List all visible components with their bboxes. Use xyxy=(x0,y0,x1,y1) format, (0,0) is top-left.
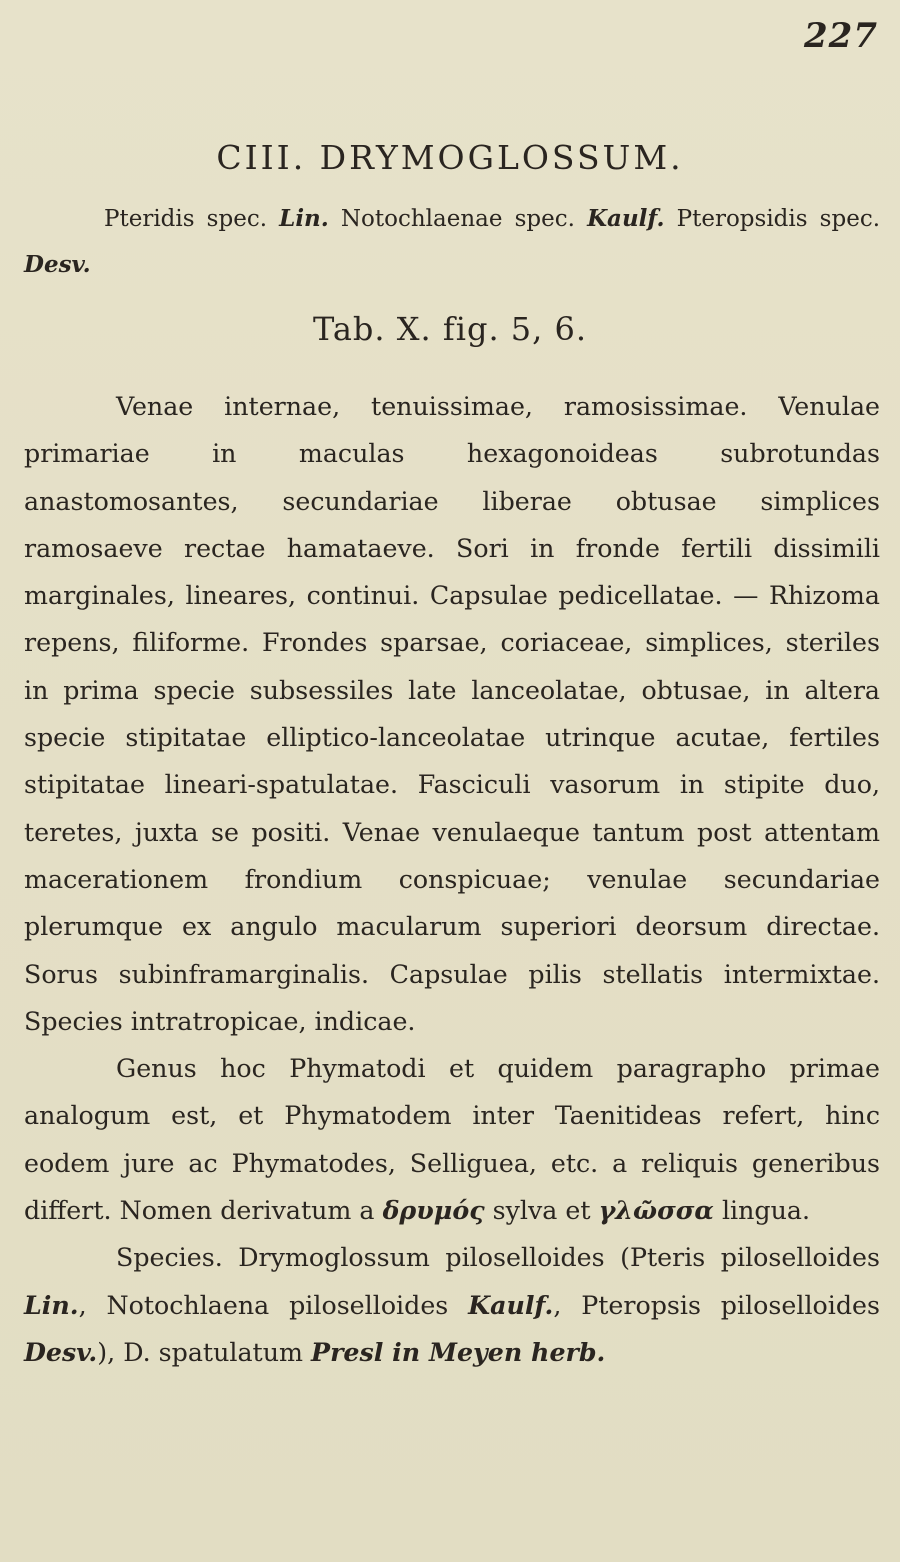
synonym-text: Pteropsidis spec. xyxy=(664,206,881,232)
synonym-author: Kaulf. xyxy=(587,205,665,232)
species-author: Lin. xyxy=(24,1289,79,1320)
body-text xyxy=(24,383,880,1376)
species-paragraph xyxy=(24,1234,880,1376)
greek-word: δρυμός xyxy=(382,1195,485,1226)
greek-word: γλῶσσα xyxy=(598,1195,714,1226)
species-author: Desv. xyxy=(24,1336,98,1367)
species-author: Presl in Meyen herb. xyxy=(311,1336,606,1367)
etymology-text: sylva et xyxy=(484,1196,599,1226)
species-text: ), D. spatulatum xyxy=(97,1337,312,1367)
description-paragraph: Venae internae, tenuissimae, ramosissimae. Venulae primariae in maculas hexagonoideas subrotundas anastomosantes, secundariae liberae obtusae simplices ramosaeve rectae hamataeve. Sori in fronde fertili dissimili marginales, lineares, continui. Capsulae pedicellatae. — Rhizoma repens, filiforme. Frondes sparsae, coriaceae, simplices, steriles in prima specie subsessiles late lanceolatae, obtusae, in altera specie stipitatae elliptico-lanceolatae utrinque acutae, fertiles stipitatae lineari-spatulatae. Fasciculi vasorum in stipite duo, teretes, juxta se positi. Venae venulaeque tantum post attentam macerationem frondium conspicuae; venulae secundariae plerumque ex angulo macularum superiori deorsum directae. Sorus subinframarginalis. Capsulae pilis stellatis intermixtae. Species intratropicae, indicae. xyxy=(24,392,880,1036)
species-text: , Pteropsis piloselloides xyxy=(553,1290,881,1320)
synonym-author: Lin. xyxy=(279,205,329,232)
etymology-text: lingua. xyxy=(713,1196,811,1226)
synonym-text: Notochlaenae spec. xyxy=(328,206,588,232)
synonyms-line xyxy=(24,196,880,288)
synonym-author: Desv. xyxy=(24,251,91,278)
chapter-title: CIII. DRYMOGLOSSUM. xyxy=(216,138,684,177)
species-author: Kaulf. xyxy=(468,1289,554,1320)
species-text: , Notochlaena piloselloides xyxy=(78,1290,469,1320)
species-text: Species. Drymoglossum piloselloides (Pteris piloselloides xyxy=(116,1243,880,1273)
etymology-paragraph xyxy=(24,1045,880,1234)
synonym-text: Pteridis spec. xyxy=(104,206,280,232)
page-number: 227 xyxy=(804,16,878,56)
plate-reference: Tab. X. fig. 5, 6. xyxy=(312,310,588,348)
etymology-text: Genus hoc Phymatodi et quidem paragrapho primae analogum est, et Phymatodem inter Taenitideas refert, hinc eodem jure ac Phymatodes, Selliguea, etc. a reliquis generibus differt. Nomen derivatum a xyxy=(24,1054,880,1226)
